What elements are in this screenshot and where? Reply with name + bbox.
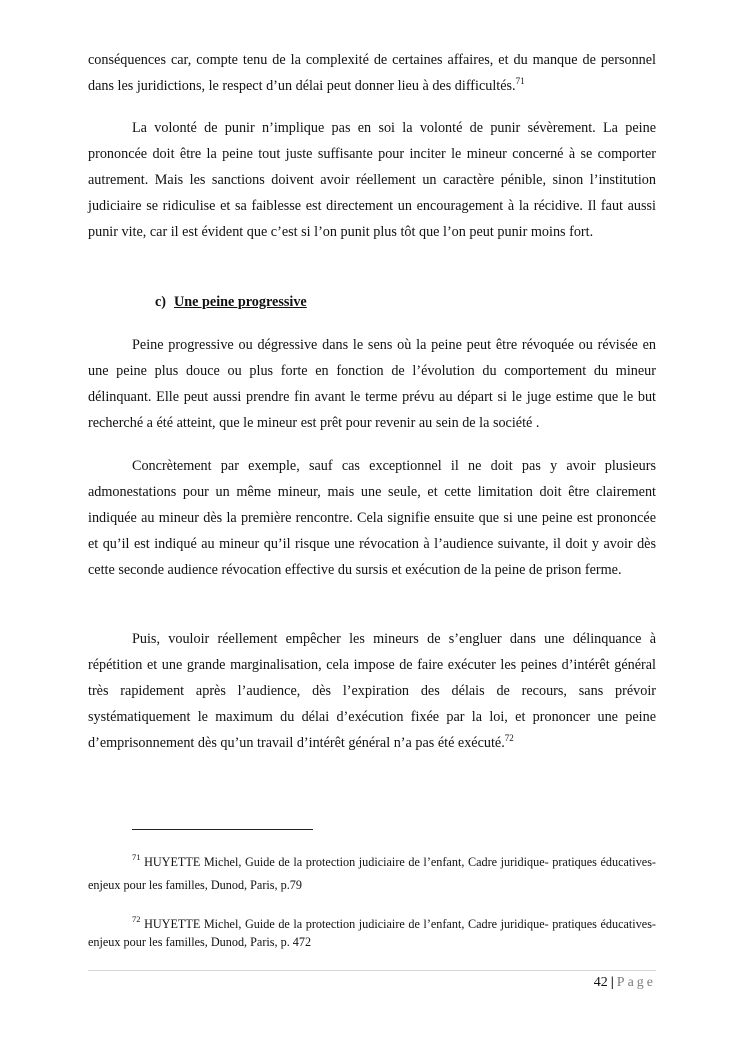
footnote-72-text: HUYETTE Michel, Guide de la protection judiciaire de l’enfant, Cadre juridique- pratiques éducatives- enjeux pour les familles, Dunod, Paris, p. 472 bbox=[88, 917, 656, 949]
footnote-71 bbox=[88, 851, 656, 897]
footer-divider bbox=[88, 970, 656, 971]
paragraph-4 bbox=[88, 453, 656, 583]
paragraph-5-text: Puis, vouloir réellement empêcher les mineurs de s’engluer dans une délinquance à répétition et une grande marginalisation, cela impose de faire exécuter les peines d’intérêt général très rapidement après l’audience, dès l’expiration des délais de recours, sans prévoir systématiquement le maximum du délai d’exécution fixée par la loi, et prononcer une peine d’emprisonnement dès qu’un travail d’intérêt général n’a pas été exécuté. bbox=[88, 631, 656, 751]
paragraph-1 bbox=[88, 47, 656, 99]
paragraph-1-text: conséquences car, compte tenu de la complexité de certaines affaires, et du manque de personnel dans les juridictions, le respect d’un délai peut donner lieu à des difficultés. bbox=[88, 52, 656, 94]
paragraph-3 bbox=[88, 332, 656, 436]
page-separator: | bbox=[610, 975, 614, 990]
footnote-72 bbox=[88, 915, 656, 951]
paragraph-2 bbox=[88, 115, 656, 245]
footnote-71-number: 71 bbox=[132, 852, 141, 862]
footnote-ref-72[interactable]: 72 bbox=[504, 733, 514, 743]
footnote-separator bbox=[132, 829, 313, 830]
paragraph-3-text: Peine progressive ou dégressive dans le sens où la peine peut être révoquée ou révisée en une peine plus douce ou plus forte en fonction de l’évolution du comportement du mineur délinquant. Elle peut aussi prendre fin avant le terme prévu au départ si le juge estime que le but recherché a été atteint, que le mineur est prêt pour revenir au sein de la société . bbox=[88, 337, 656, 431]
footnote-ref-71[interactable]: 71 bbox=[515, 76, 525, 86]
section-heading-title: Une peine progressive bbox=[174, 294, 307, 310]
section-heading bbox=[155, 292, 307, 312]
page-number: 42 bbox=[593, 975, 608, 990]
paragraph-5 bbox=[88, 626, 656, 756]
footnote-72-number: 72 bbox=[132, 914, 141, 924]
page-label: Page bbox=[616, 975, 656, 990]
paragraph-2-text: La volonté de punir n’implique pas en soi la volonté de punir sévèrement. La peine prononcée doit être la peine tout juste suffisante pour inciter le mineur concerné à se comporter autrement. Mais les sanctions doivent avoir réellement un caractère pénible, sinon l’institution judiciaire se ridiculise et sa faiblesse est directement un encouragement à la récidive. Il faut aussi punir vite, car il est évident que c’est si l’on punit plus tôt que l’on peut punir moins fort. bbox=[88, 120, 656, 240]
footnote-71-text: HUYETTE Michel, Guide de la protection judiciaire de l’enfant, Cadre juridique- pratiques éducatives- enjeux pour les familles, Dunod, Paris, p.79 bbox=[88, 855, 656, 892]
paragraph-4-text: Concrètement par exemple, sauf cas exceptionnel il ne doit pas y avoir plusieurs admonestations pour un même mineur, mais une seule, et cette limitation doit être clairement indiquée au mineur dès la première rencontre. Cela signifie ensuite que si une peine est prononcée et qu’il est indiqué au mineur qu’il risque une révocation à l’audience suivante, il doit y avoir dès cette seconde audience révocation effective du sursis et exécution de la peine de prison ferme. bbox=[88, 458, 656, 578]
section-heading-number: c) bbox=[155, 294, 167, 310]
page-footer bbox=[594, 973, 656, 993]
